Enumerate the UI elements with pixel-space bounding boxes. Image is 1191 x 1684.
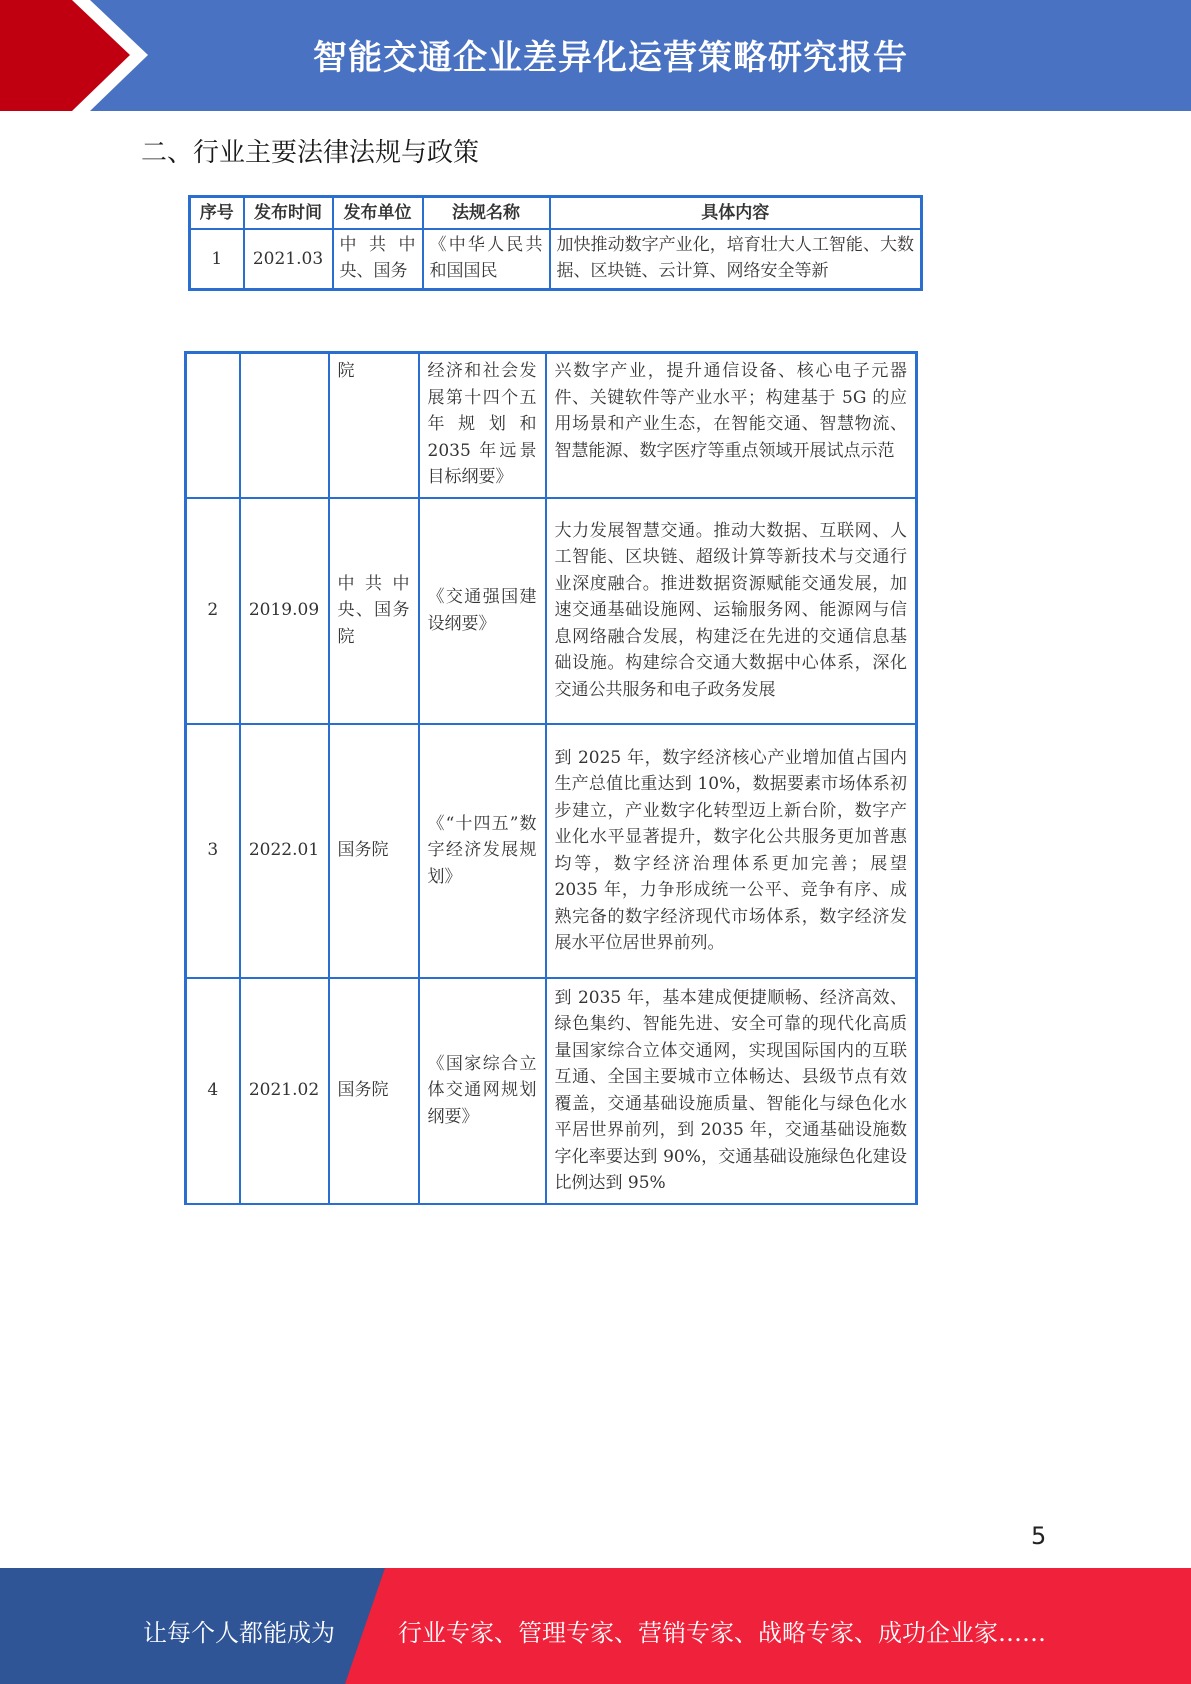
policy-table-part1 (188, 195, 923, 291)
table-row (186, 353, 917, 498)
footer-slogan-left: 让每个人都能成为 (143, 1619, 335, 1647)
header-cell-name: 法规名称 (423, 197, 550, 230)
policy-table-part2 (184, 351, 918, 1205)
row-issuer: 国务院 (329, 724, 419, 978)
row-no: 4 (186, 978, 240, 1204)
row-name: 《国家综合立体交通网规划纲要》 (419, 978, 546, 1204)
row-content (550, 229, 922, 290)
row-date: 2022.01 (240, 724, 329, 978)
page-number: 5 (1031, 1522, 1047, 1550)
row-issuer: 中共中央、国务院 (329, 498, 419, 724)
row-content: 到 2025 年，数字经济核心产业增加值占国内生产总值比重达到 10%，数据要素市场体系初步建立，产业数字化转型迈上新台阶，数字产业化水平显著提升，数字化公共服务更加普惠均等，数字经济治理体系更加完善；展望 2035 年，力争形成统一公平、竞争有序、成熟完备的数字经济现代市场体系，数字经济发展水平位居世界前列。 (546, 724, 917, 978)
row-content: 兴数字产业，提升通信设备、核心电子元器件、关键软件等产业水平；构建基于 5G 的应用场景和产业生态，在智能交通、智慧物流、智慧能源、数字医疗等重点领域开展试点示范 (546, 353, 917, 498)
row-no (186, 353, 240, 498)
section-heading: 二、行业主要法律法规与政策 (141, 138, 480, 168)
row-date: 2021.02 (240, 978, 329, 1204)
row-name-text: 《中华人民共和国国民 (429, 235, 543, 281)
row-date: 2019.09 (240, 498, 329, 724)
header-cell-content: 具体内容 (550, 197, 922, 230)
row-date: 2021.03 (244, 229, 333, 290)
row-issuer: 国务院 (329, 978, 419, 1204)
header-cell-issuer: 发布单位 (333, 197, 423, 230)
table-row (186, 978, 917, 1204)
footer-slogan-right: 行业专家、管理专家、营销专家、战略专家、成功企业家…… (398, 1619, 1046, 1647)
row-date (240, 353, 329, 498)
row-no: 3 (186, 724, 240, 978)
row-issuer (333, 229, 423, 290)
header-cell-no: 序号 (190, 197, 244, 230)
row-no: 1 (190, 229, 244, 290)
row-name: 《“十四五”数字经济发展规划》 (419, 724, 546, 978)
header-cell-date: 发布时间 (244, 197, 333, 230)
row-content: 到 2035 年，基本建成便捷顺畅、经济高效、绿色集约、智能先进、安全可靠的现代化高质量国家综合立体交通网，实现国际国内的互联互通、全国主要城市立体畅达、县级节点有效覆盖，交通基础设施质量、智能化与绿色化水平居世界前列，到 2035 年，交通基础设施数字化率要达到 90%，交通基础设施绿色化建设比例达到 95% (546, 978, 917, 1204)
row-name: 《交通强国建设纲要》 (419, 498, 546, 724)
row-content-text: 加快推动数字产业化，培育壮大人工智能、大数据、区块链、云计算、网络安全等新 (556, 235, 914, 281)
row-issuer: 院 (329, 353, 419, 498)
page-footer (0, 1568, 1191, 1684)
table-header-row (190, 197, 922, 230)
table-row (186, 498, 917, 724)
table-row (190, 229, 922, 290)
row-name: 经济和社会发展第十四个五年规划和 2035 年远景目标纲要》 (419, 353, 546, 498)
row-issuer-text: 中共中央、国务 (339, 235, 416, 281)
table-row (186, 724, 917, 978)
row-content: 大力发展智慧交通。推动大数据、互联网、人工智能、区块链、超级计算等新技术与交通行业深度融合。推进数据资源赋能交通发展，加速交通基础设施网、运输服务网、能源网与信息网络融合发展，构建泛在先进的交通信息基础设施。构建综合交通大数据中心体系，深化交通公共服务和电子政务发展 (546, 498, 917, 724)
page-header (0, 0, 1191, 111)
report-title: 智能交通企业差异化运营策略研究报告 (313, 38, 908, 78)
row-name (423, 229, 550, 290)
row-no: 2 (186, 498, 240, 724)
